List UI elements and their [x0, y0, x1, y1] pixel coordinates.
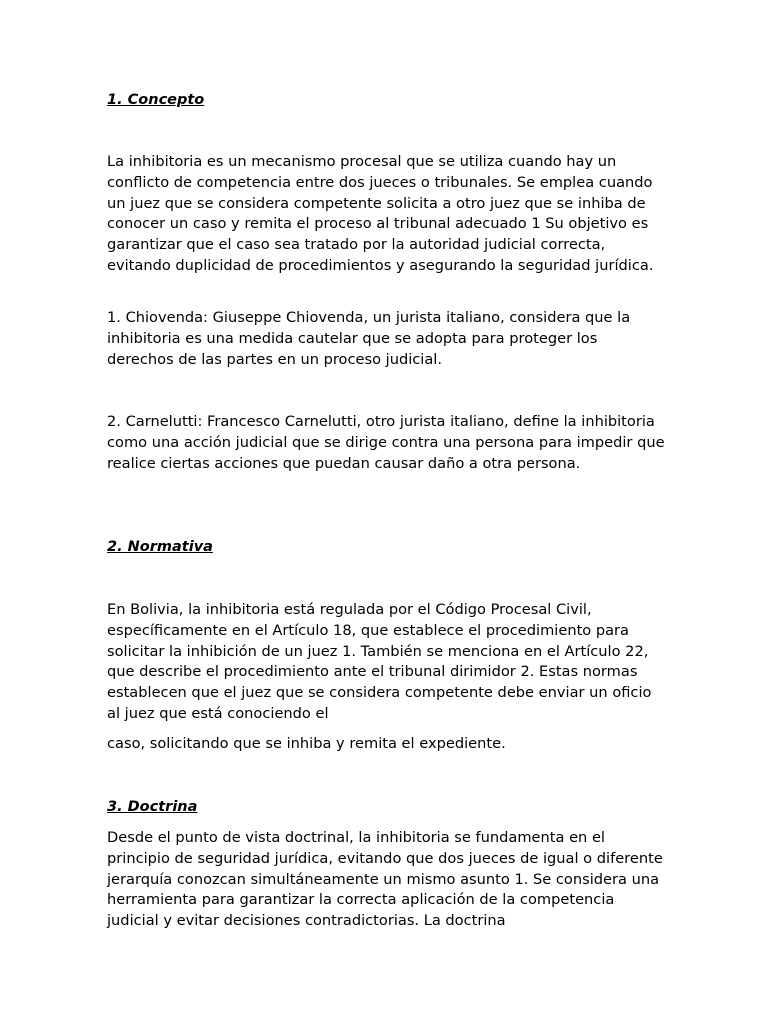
paragraph-carnelutti: 2. Carnelutti: Francesco Carnelutti, otro jurista italiano, define la inhibitoria como una acción judicial que se dirige contra una persona para impedir que realice ciertas acciones que puedan causar daño a otra persona. — [107, 413, 665, 472]
paragraph-normativa-bolivia: En Bolivia, la inhibitoria está regulada por el Código Procesal Civil, específicamente en el Artículo 18, que establece el procedimiento para solicitar la inhibición de un juez 1. También se menciona en el Artículo 22, que describe el procedimiento ante el tribunal dirimidor 2. Estas normas establecen que el juez que se considera competente debe enviar un oficio al juez que está conociendo el — [107, 601, 652, 722]
paragraph-normativa-continuation: caso, solicitando que se inhiba y remita el expediente. — [107, 735, 506, 752]
heading-normativa: 2. Normativa — [107, 539, 213, 555]
heading-concepto: 1. Concepto — [107, 92, 205, 108]
paragraph-chiovenda: 1. Chiovenda: Giuseppe Chiovenda, un jurista italiano, considera que la inhibitoria es una medida cautelar que se adopta para proteger los derechos de las partes en un proceso judicial. — [107, 309, 631, 368]
paragraph-doctrina: Desde el punto de vista doctrinal, la inhibitoria se fundamenta en el principio de seguridad jurídica, evitando que dos jueces de igual o diferente jerarquía conozcan simultáneamente un mismo asunto 1. Se considera una herramienta para garantizar la correcta aplicación de la competencia judicial y evitar decisiones contradictorias. La doctrina — [107, 829, 663, 930]
heading-doctrina: 3. Doctrina — [107, 799, 198, 815]
paragraph-concepto-definition: La inhibitoria es un mecanismo procesal que se utiliza cuando hay un conflicto de competencia entre dos jueces o tribunales. Se emplea cuando un juez que se considera competente solicita a otro juez que se inhiba de conocer un caso y remita el proceso al tribunal adecuado 1 Su objetivo es garantizar que el caso sea tratado por la autoridad judicial correcta, evitando duplicidad de procedimientos y asegurando la seguridad jurídica. — [107, 153, 654, 274]
